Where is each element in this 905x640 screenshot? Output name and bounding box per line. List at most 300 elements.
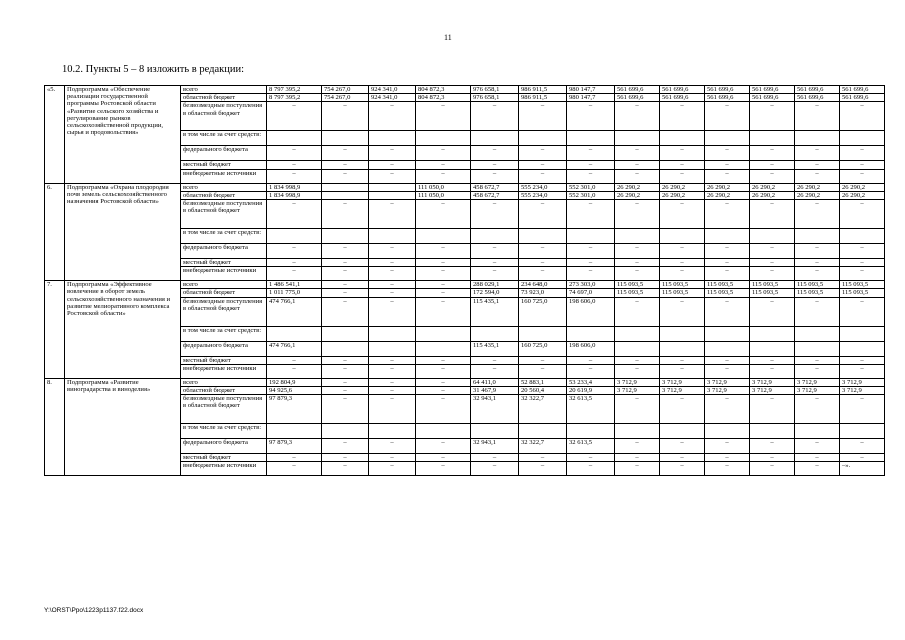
value-cell: – <box>660 161 705 169</box>
value-cell: – <box>750 462 795 476</box>
value-cell <box>416 326 471 341</box>
value-cell: – <box>416 462 471 476</box>
value-cell: – <box>795 169 840 183</box>
value-cell: 115 093,5 <box>840 289 885 297</box>
value-cell: – <box>267 259 322 267</box>
funding-source-label: местный бюджет <box>181 259 267 267</box>
value-cell: 288 029,1 <box>471 281 519 289</box>
funding-source-label: внебюджетные источники <box>181 169 267 183</box>
value-cell: – <box>416 169 471 183</box>
value-cell: – <box>322 364 369 378</box>
value-cell: – <box>660 146 705 161</box>
value-cell: 26 290,2 <box>705 183 750 191</box>
table-row <box>45 183 885 191</box>
value-cell: – <box>267 244 322 259</box>
value-cell: – <box>369 364 416 378</box>
funding-source-label: местный бюджет <box>181 161 267 169</box>
value-cell: – <box>615 200 660 229</box>
value-cell: 115 093,5 <box>795 281 840 289</box>
value-cell: 561 699,6 <box>660 94 705 102</box>
value-cell: – <box>416 259 471 267</box>
value-cell: – <box>750 244 795 259</box>
value-cell: – <box>322 102 369 131</box>
value-cell: 552 301,0 <box>567 191 615 199</box>
value-cell <box>615 131 660 146</box>
value-cell: – <box>795 356 840 364</box>
value-cell: – <box>322 289 369 297</box>
value-cell: – <box>750 297 795 326</box>
value-cell: – <box>615 364 660 378</box>
value-cell <box>750 131 795 146</box>
value-cell: – <box>322 267 369 281</box>
value-cell: 561 699,6 <box>795 94 840 102</box>
value-cell: 561 699,6 <box>750 94 795 102</box>
value-cell: – <box>267 454 322 462</box>
value-cell <box>519 229 567 244</box>
value-cell: – <box>705 244 750 259</box>
value-cell: – <box>615 161 660 169</box>
value-cell: – <box>322 244 369 259</box>
value-cell: – <box>267 169 322 183</box>
value-cell: – <box>660 395 705 424</box>
value-cell <box>615 326 660 341</box>
value-cell: – <box>322 378 369 386</box>
funding-source-label: всего <box>181 86 267 94</box>
value-cell: – <box>369 259 416 267</box>
value-cell <box>322 183 369 191</box>
funding-source-label: в том числе за счет средств: <box>181 326 267 341</box>
value-cell: – <box>750 146 795 161</box>
value-cell: 273 303,0 <box>567 281 615 289</box>
value-cell: – <box>369 289 416 297</box>
value-cell <box>369 341 416 356</box>
value-cell: 115 093,5 <box>750 281 795 289</box>
value-cell: – <box>416 395 471 424</box>
funding-source-label: областной бюджет <box>181 191 267 199</box>
value-cell: 32 943,1 <box>471 395 519 424</box>
value-cell <box>471 229 519 244</box>
value-cell: 115 093,5 <box>615 289 660 297</box>
value-cell: 26 290,2 <box>705 191 750 199</box>
value-cell: 474 766,1 <box>267 341 322 356</box>
value-cell: 986 911,5 <box>519 86 567 94</box>
value-cell: – <box>322 356 369 364</box>
value-cell: – <box>750 267 795 281</box>
value-cell <box>660 326 705 341</box>
value-cell: – <box>416 387 471 395</box>
value-cell: 32 613,5 <box>567 395 615 424</box>
value-cell: – <box>471 146 519 161</box>
value-cell <box>660 229 705 244</box>
value-cell: – <box>705 439 750 454</box>
section-number: 7. <box>45 281 65 379</box>
value-cell <box>471 131 519 146</box>
value-cell: – <box>416 378 471 386</box>
value-cell: – <box>660 102 705 131</box>
value-cell: – <box>369 356 416 364</box>
value-cell <box>369 183 416 191</box>
value-cell: – <box>615 267 660 281</box>
value-cell: – <box>705 297 750 326</box>
table-row <box>45 378 885 386</box>
value-cell: – <box>705 267 750 281</box>
value-cell <box>795 424 840 439</box>
value-cell: – <box>705 146 750 161</box>
value-cell: 561 699,6 <box>840 86 885 94</box>
value-cell: – <box>267 462 322 476</box>
table-row <box>45 281 885 289</box>
value-cell: 980 147,7 <box>567 86 615 94</box>
value-cell: 458 672,7 <box>471 191 519 199</box>
value-cell: 458 672,7 <box>471 183 519 191</box>
value-cell: 3 712,9 <box>705 378 750 386</box>
value-cell: – <box>322 146 369 161</box>
value-cell: – <box>567 161 615 169</box>
value-cell <box>369 326 416 341</box>
value-cell <box>840 424 885 439</box>
value-cell: 198 606,0 <box>567 297 615 326</box>
value-cell: – <box>471 169 519 183</box>
value-cell: – <box>705 102 750 131</box>
value-cell: 26 290,2 <box>750 183 795 191</box>
value-cell <box>705 424 750 439</box>
value-cell: 552 301,0 <box>567 183 615 191</box>
value-cell: – <box>322 259 369 267</box>
value-cell: 160 725,0 <box>519 297 567 326</box>
value-cell: – <box>795 454 840 462</box>
value-cell <box>567 424 615 439</box>
value-cell: 8 797 395,2 <box>267 86 322 94</box>
value-cell <box>416 229 471 244</box>
value-cell: – <box>705 161 750 169</box>
value-cell: – <box>416 281 471 289</box>
value-cell <box>840 229 885 244</box>
value-cell: 3 712,9 <box>660 378 705 386</box>
value-cell <box>519 326 567 341</box>
value-cell: – <box>615 259 660 267</box>
value-cell <box>615 229 660 244</box>
value-cell: – <box>416 146 471 161</box>
value-cell: – <box>705 395 750 424</box>
value-cell: 3 712,9 <box>615 378 660 386</box>
value-cell <box>840 326 885 341</box>
value-cell: – <box>795 146 840 161</box>
value-cell: 26 290,2 <box>840 183 885 191</box>
value-cell: – <box>519 161 567 169</box>
value-cell: – <box>519 454 567 462</box>
value-cell: –». <box>840 462 885 476</box>
value-cell: 115 435,1 <box>471 297 519 326</box>
funding-source-label: безвозмездные поступления в областной бюджет <box>181 297 267 326</box>
value-cell: – <box>567 454 615 462</box>
value-cell: – <box>567 356 615 364</box>
value-cell: – <box>705 200 750 229</box>
value-cell: 754 267,0 <box>322 94 369 102</box>
value-cell: 97 879,3 <box>267 439 322 454</box>
funding-source-label: всего <box>181 183 267 191</box>
value-cell: – <box>840 161 885 169</box>
value-cell: – <box>322 439 369 454</box>
value-cell: – <box>416 267 471 281</box>
value-cell: 561 699,6 <box>615 94 660 102</box>
value-cell: 986 911,5 <box>519 94 567 102</box>
value-cell <box>267 424 322 439</box>
value-cell <box>615 341 660 356</box>
value-cell: – <box>795 395 840 424</box>
value-cell <box>567 326 615 341</box>
value-cell <box>267 326 322 341</box>
value-cell: – <box>660 364 705 378</box>
value-cell <box>705 326 750 341</box>
section-number: 6. <box>45 183 65 281</box>
value-cell: – <box>615 146 660 161</box>
value-cell: 52 883,1 <box>519 378 567 386</box>
value-cell <box>369 229 416 244</box>
value-cell: – <box>267 356 322 364</box>
value-cell: – <box>615 462 660 476</box>
funding-source-label: всего <box>181 281 267 289</box>
value-cell: – <box>660 356 705 364</box>
value-cell: – <box>267 364 322 378</box>
value-cell: – <box>519 244 567 259</box>
value-cell <box>660 131 705 146</box>
value-cell: – <box>471 200 519 229</box>
value-cell: – <box>840 146 885 161</box>
file-path-footer: Y:\ORST\Ppo\1223p1137.f22.docx <box>44 607 144 614</box>
value-cell: – <box>750 356 795 364</box>
value-cell: 555 234,0 <box>519 191 567 199</box>
value-cell: 3 712,9 <box>750 387 795 395</box>
value-cell: – <box>519 356 567 364</box>
value-cell: 1 834 998,9 <box>267 183 322 191</box>
value-cell <box>416 131 471 146</box>
value-cell: 31 467,9 <box>471 387 519 395</box>
value-cell <box>705 229 750 244</box>
value-cell <box>322 424 369 439</box>
value-cell: – <box>519 462 567 476</box>
value-cell: – <box>795 297 840 326</box>
value-cell: – <box>567 200 615 229</box>
value-cell: – <box>840 200 885 229</box>
value-cell: – <box>416 439 471 454</box>
value-cell: – <box>567 146 615 161</box>
value-cell: – <box>471 356 519 364</box>
value-cell: 3 712,9 <box>615 387 660 395</box>
value-cell: – <box>615 169 660 183</box>
value-cell <box>267 229 322 244</box>
value-cell: 980 147,7 <box>567 94 615 102</box>
value-cell: – <box>416 364 471 378</box>
value-cell: 561 699,6 <box>795 86 840 94</box>
value-cell: – <box>840 102 885 131</box>
value-cell: – <box>660 169 705 183</box>
value-cell: – <box>322 462 369 476</box>
value-cell: 115 093,5 <box>750 289 795 297</box>
value-cell: 115 093,5 <box>615 281 660 289</box>
value-cell: – <box>660 439 705 454</box>
value-cell: – <box>660 259 705 267</box>
value-cell: – <box>840 395 885 424</box>
value-cell: 172 594,0 <box>471 289 519 297</box>
value-cell: – <box>750 102 795 131</box>
value-cell: 976 658,1 <box>471 86 519 94</box>
subprogram-title: Подпрограмма «Охрана плодородия почв земель сельскохозяйственного назначения Ростовской области» <box>65 183 181 281</box>
budget-table <box>44 85 885 476</box>
value-cell: – <box>795 200 840 229</box>
value-cell: 26 290,2 <box>615 191 660 199</box>
funding-source-label: федерального бюджета <box>181 244 267 259</box>
value-cell: – <box>322 387 369 395</box>
value-cell: – <box>416 244 471 259</box>
value-cell: – <box>705 364 750 378</box>
value-cell: – <box>519 364 567 378</box>
value-cell: – <box>840 454 885 462</box>
value-cell <box>750 326 795 341</box>
value-cell: 115 093,5 <box>660 281 705 289</box>
value-cell: – <box>795 462 840 476</box>
funding-source-label: внебюджетные источники <box>181 267 267 281</box>
funding-source-label: местный бюджет <box>181 356 267 364</box>
value-cell: 115 093,5 <box>705 289 750 297</box>
funding-source-label: областной бюджет <box>181 289 267 297</box>
value-cell: – <box>567 169 615 183</box>
value-cell <box>369 191 416 199</box>
value-cell: – <box>615 356 660 364</box>
value-cell: – <box>750 169 795 183</box>
value-cell: – <box>322 395 369 424</box>
value-cell: – <box>267 267 322 281</box>
value-cell: – <box>705 356 750 364</box>
value-cell: 561 699,6 <box>840 94 885 102</box>
funding-source-label: безвозмездные поступления в областной бюджет <box>181 395 267 424</box>
value-cell: – <box>322 161 369 169</box>
value-cell: 198 606,0 <box>567 341 615 356</box>
value-cell: – <box>567 259 615 267</box>
funding-source-label: областной бюджет <box>181 94 267 102</box>
value-cell: – <box>750 439 795 454</box>
value-cell: – <box>519 200 567 229</box>
value-cell: – <box>705 259 750 267</box>
value-cell: – <box>840 297 885 326</box>
value-cell: 3 712,9 <box>705 387 750 395</box>
value-cell <box>369 131 416 146</box>
value-cell: – <box>369 439 416 454</box>
funding-source-label: безвозмездные поступления в областной бюджет <box>181 200 267 229</box>
value-cell: 804 872,3 <box>416 86 471 94</box>
value-cell <box>840 131 885 146</box>
value-cell: 94 925,6 <box>267 387 322 395</box>
value-cell: – <box>471 161 519 169</box>
value-cell: – <box>416 297 471 326</box>
value-cell: – <box>615 454 660 462</box>
value-cell: 3 712,9 <box>750 378 795 386</box>
value-cell: – <box>567 462 615 476</box>
value-cell: – <box>519 259 567 267</box>
value-cell: – <box>519 146 567 161</box>
table-row <box>45 86 885 94</box>
value-cell: 111 050,0 <box>416 191 471 199</box>
value-cell: – <box>567 364 615 378</box>
value-cell: – <box>471 102 519 131</box>
value-cell: – <box>369 281 416 289</box>
value-cell: 561 699,6 <box>750 86 795 94</box>
value-cell: – <box>840 169 885 183</box>
value-cell <box>471 326 519 341</box>
value-cell: – <box>369 267 416 281</box>
value-cell: 3 712,9 <box>840 387 885 395</box>
value-cell: – <box>750 259 795 267</box>
value-cell: – <box>795 102 840 131</box>
value-cell: 561 699,6 <box>705 94 750 102</box>
value-cell: 234 648,0 <box>519 281 567 289</box>
value-cell: – <box>840 267 885 281</box>
value-cell <box>795 131 840 146</box>
value-cell: 26 290,2 <box>840 191 885 199</box>
value-cell: – <box>660 297 705 326</box>
value-cell: 924 341,0 <box>369 94 416 102</box>
value-cell: 115 093,5 <box>660 289 705 297</box>
value-cell: – <box>795 161 840 169</box>
value-cell: – <box>369 102 416 131</box>
value-cell: 115 093,5 <box>705 281 750 289</box>
value-cell: 474 766,1 <box>267 297 322 326</box>
value-cell: – <box>416 454 471 462</box>
section-heading: 10.2. Пункты 5 – 8 изложить в редакции: <box>62 64 245 75</box>
value-cell: – <box>660 267 705 281</box>
value-cell <box>471 424 519 439</box>
value-cell: – <box>567 267 615 281</box>
value-cell <box>322 341 369 356</box>
value-cell: – <box>519 102 567 131</box>
value-cell: – <box>795 364 840 378</box>
value-cell: 804 872,3 <box>416 94 471 102</box>
value-cell: – <box>750 364 795 378</box>
value-cell: – <box>795 244 840 259</box>
value-cell <box>267 131 322 146</box>
value-cell: – <box>322 200 369 229</box>
section-number: 8. <box>45 378 65 476</box>
value-cell: 192 804,9 <box>267 378 322 386</box>
value-cell: – <box>416 356 471 364</box>
value-cell <box>416 341 471 356</box>
value-cell: – <box>471 259 519 267</box>
value-cell: 1 486 541,1 <box>267 281 322 289</box>
value-cell: 555 234,0 <box>519 183 567 191</box>
value-cell: 32 322,7 <box>519 395 567 424</box>
subprogram-title: Подпрограмма «Обеспечение реализации государственной программы Ростовской области «Развитие сельского хозяйства и регулирование рынков сельскохозяйственной продукции, сырья и продовольствия» <box>65 86 181 184</box>
value-cell: – <box>750 161 795 169</box>
value-cell: – <box>267 146 322 161</box>
value-cell: 26 290,2 <box>795 183 840 191</box>
funding-source-label: в том числе за счет средств: <box>181 131 267 146</box>
value-cell: – <box>369 200 416 229</box>
value-cell: 20 619,9 <box>567 387 615 395</box>
value-cell: 1 011 775,0 <box>267 289 322 297</box>
value-cell: 561 699,6 <box>705 86 750 94</box>
value-cell <box>567 131 615 146</box>
value-cell: – <box>750 200 795 229</box>
value-cell: 3 712,9 <box>795 378 840 386</box>
value-cell: – <box>369 378 416 386</box>
value-cell <box>660 424 705 439</box>
value-cell: 26 290,2 <box>660 191 705 199</box>
value-cell: – <box>471 267 519 281</box>
value-cell: 3 712,9 <box>840 378 885 386</box>
funding-source-label: внебюджетные источники <box>181 462 267 476</box>
value-cell: – <box>369 297 416 326</box>
value-cell <box>795 341 840 356</box>
value-cell: – <box>519 267 567 281</box>
